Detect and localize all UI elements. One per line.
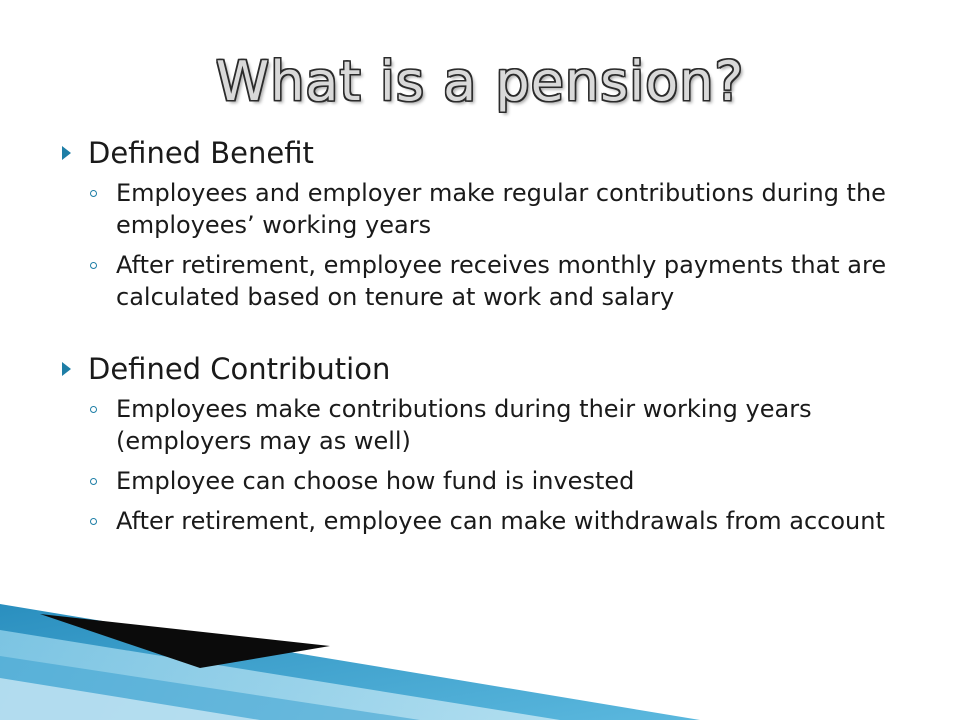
bullet-text: After retirement, employee receives monthly payments that are calculated based on tenure at work and salary [116, 251, 887, 311]
bullet-text: Employee can choose how fund is invested [116, 467, 635, 495]
section-heading: Defined Benefit [88, 136, 314, 170]
bullet-text: Employees and employer make regular contributions during the employees’ working years [116, 179, 886, 239]
slide-title: What is a pension? [215, 50, 745, 113]
section-heading: Defined Contribution [88, 352, 391, 386]
bullet-text: After retirement, employee can make withdrawals from account [116, 507, 885, 535]
bullet-list [60, 135, 920, 545]
level2-bullet [60, 249, 920, 313]
ring-bullet-icon [90, 518, 97, 525]
level2-bullet [60, 393, 920, 457]
level2-bullet [60, 505, 920, 537]
section-defined-benefit [60, 135, 920, 313]
section-defined-contribution [60, 351, 920, 537]
bullet-text: Employees make contributions during their working years (employers may as well) [116, 395, 812, 455]
corner-wave-decoration [0, 560, 960, 720]
level2-bullet [60, 177, 920, 241]
triangle-bullet-icon [62, 146, 71, 160]
ring-bullet-icon [90, 478, 97, 485]
level2-bullet [60, 465, 920, 497]
level1-bullet [60, 135, 920, 171]
level1-bullet [60, 351, 920, 387]
ring-bullet-icon [90, 262, 97, 269]
triangle-bullet-icon [62, 362, 71, 376]
ring-bullet-icon [90, 190, 97, 197]
ring-bullet-icon [90, 406, 97, 413]
